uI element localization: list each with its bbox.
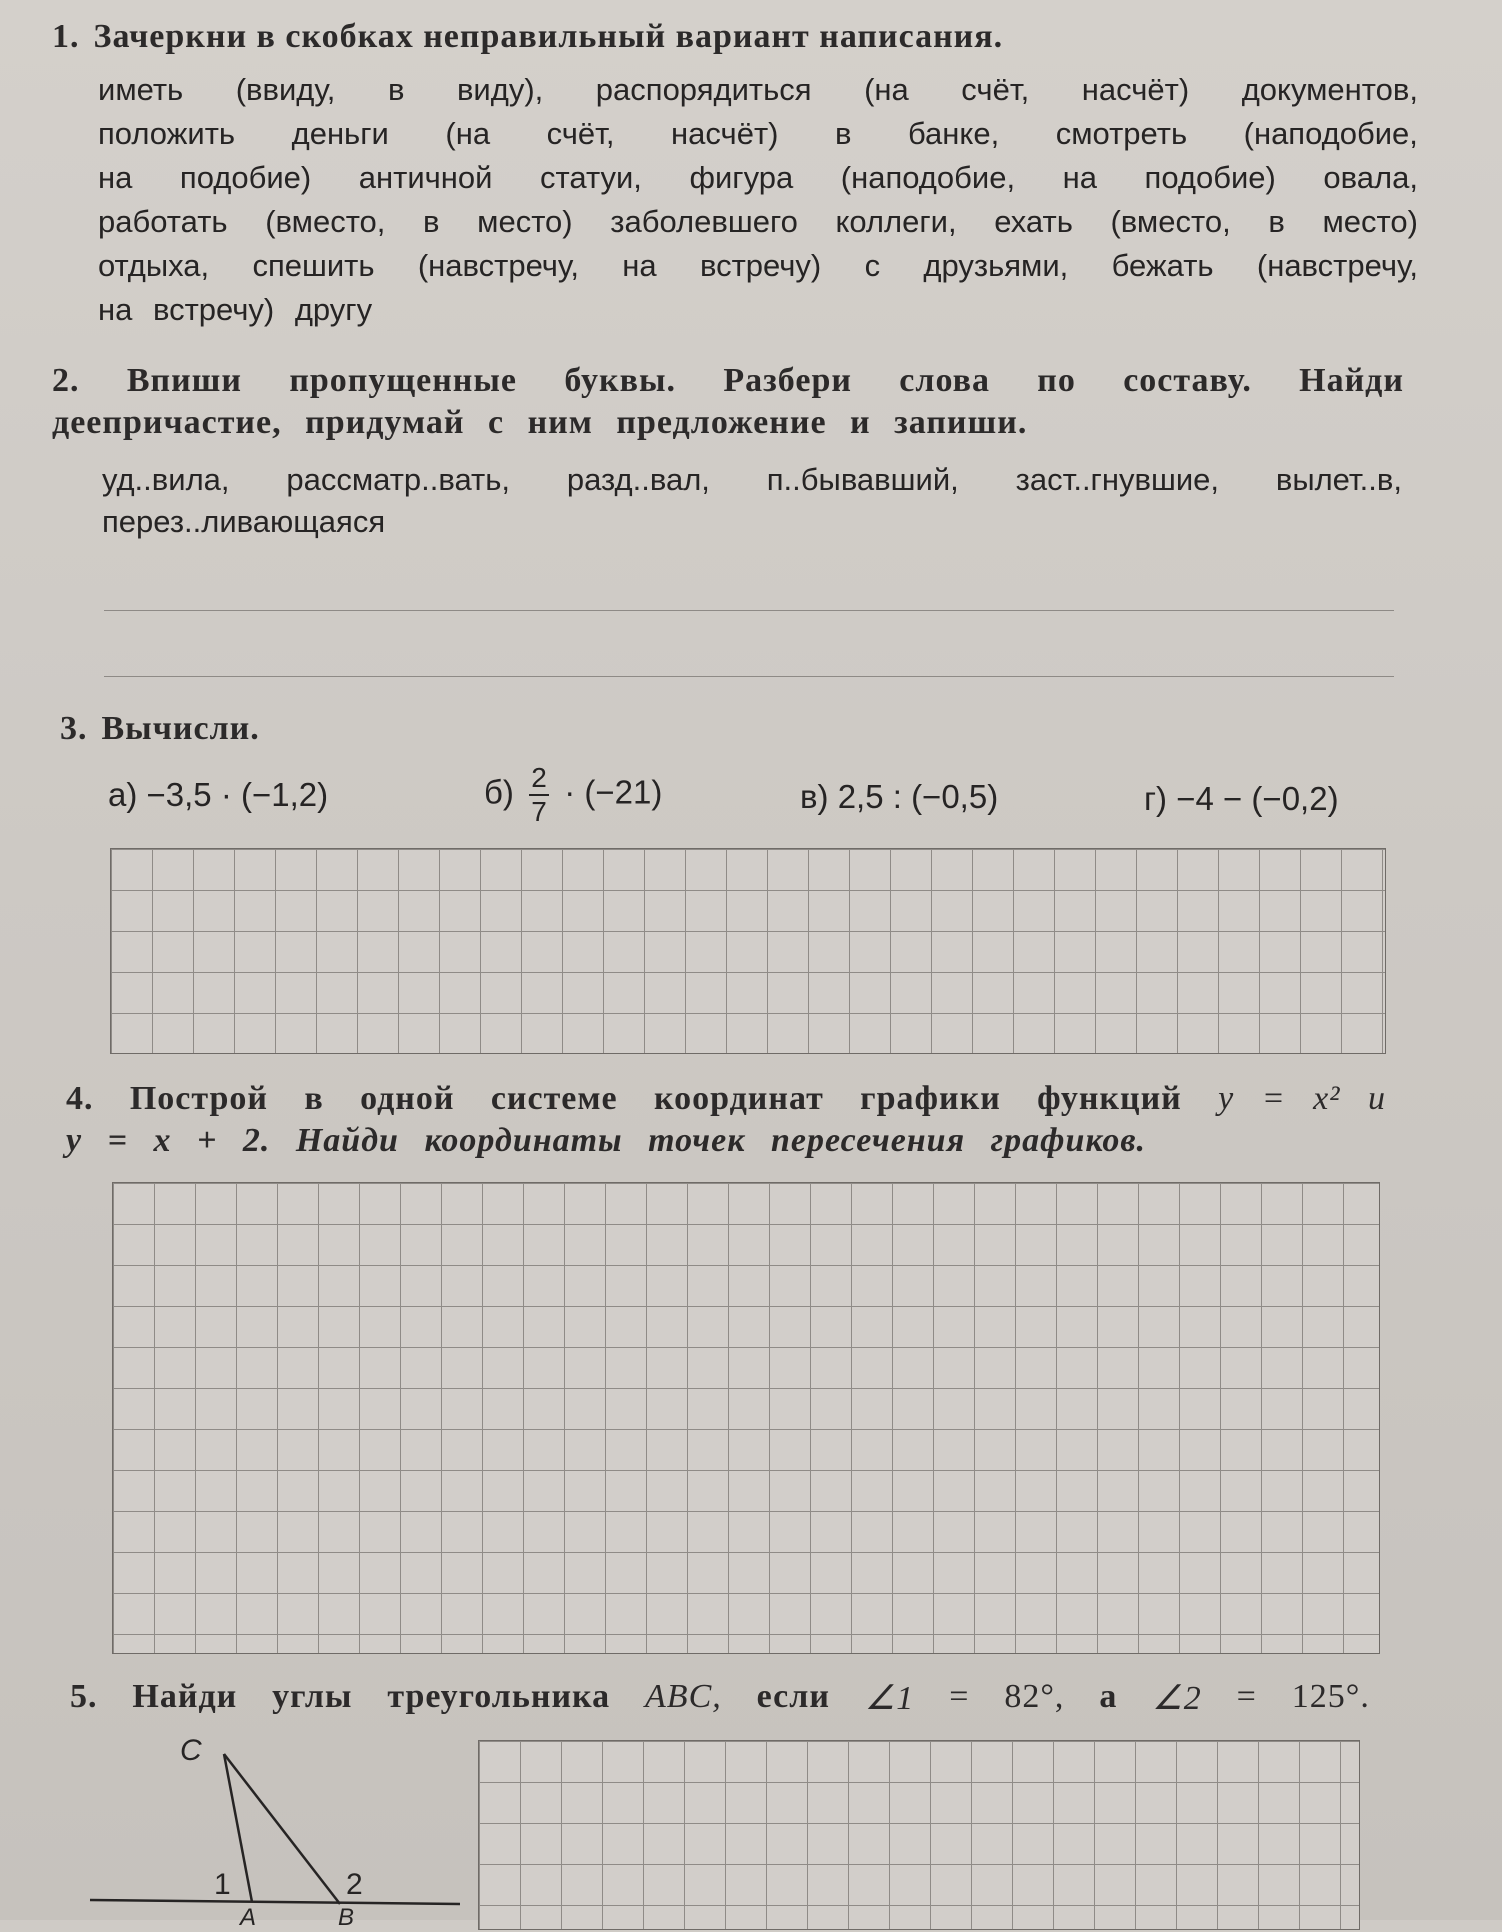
task1-line-1 bbox=[98, 72, 1418, 116]
triangle-side-cb bbox=[224, 1754, 340, 1904]
task1-word: насчёт) bbox=[671, 116, 779, 151]
task3-grid[interactable] bbox=[110, 848, 1386, 1054]
task1-word: место) bbox=[477, 204, 573, 239]
task1-word: друзьями, bbox=[923, 248, 1069, 283]
task5-title bbox=[70, 1678, 1370, 1718]
task2-title-line-1 bbox=[52, 362, 1404, 400]
task1-word: (навстречу, bbox=[1256, 248, 1418, 283]
task1-word: (наподобие, bbox=[840, 160, 1016, 195]
task1-word: работать bbox=[98, 204, 228, 239]
task1-title-text: Зачеркни в скобках неправильный вариант написания. bbox=[93, 18, 1004, 55]
task5-title-word: 82°, bbox=[1004, 1678, 1065, 1715]
task2-title bbox=[52, 362, 1404, 442]
task1-word: (наподобие, bbox=[1243, 116, 1418, 151]
task1-word: спешить bbox=[252, 248, 375, 283]
task5-title-word: треугольника bbox=[387, 1678, 611, 1715]
task5-number: 5. bbox=[70, 1678, 98, 1715]
task1-line-6: на встречу) другу bbox=[98, 292, 373, 327]
task1-line-4 bbox=[98, 204, 1418, 248]
task1-word: в bbox=[387, 72, 405, 107]
task2-word: уд..вила, bbox=[102, 462, 230, 497]
task2-title-line-2: деепричастие, придумай с ним предложение и запиши. bbox=[52, 404, 1028, 441]
task1-word: статуи, bbox=[540, 160, 642, 195]
task1-word: счёт, bbox=[961, 72, 1030, 107]
task2-words-line-2: перез..ливающаяся bbox=[102, 504, 386, 539]
triangle-figure bbox=[80, 1736, 480, 1920]
task2-word: разд..вал, bbox=[566, 462, 710, 497]
task1-word: подобие) bbox=[179, 160, 312, 195]
task3-item-b-prefix: б) bbox=[484, 773, 514, 811]
task4-title-word: системе bbox=[490, 1080, 618, 1117]
task1-word: на bbox=[622, 248, 657, 283]
task4-number: 4. bbox=[66, 1080, 94, 1117]
task5-title-word: ABC, bbox=[645, 1678, 722, 1715]
task2-title-word: Впиши bbox=[126, 362, 242, 399]
task5-title-word: = bbox=[949, 1678, 970, 1715]
task1-line-3 bbox=[98, 160, 1418, 204]
task1-word: (вместо, bbox=[1110, 204, 1231, 239]
task3-item-v: в) 2,5 : (−0,5) bbox=[800, 778, 999, 815]
task3-item-g: г) −4 − (−0,2) bbox=[1144, 780, 1339, 817]
task1-word: банке, bbox=[908, 116, 1000, 151]
task1-word: в bbox=[1268, 204, 1285, 239]
task4-title-line-1 bbox=[66, 1080, 1386, 1118]
task1-word: в bbox=[835, 116, 852, 151]
task4-title-line-2: y = x + 2. Найди координаты точек пересечения графиков. bbox=[66, 1122, 1147, 1159]
task4-equation-1: y = x² и bbox=[1218, 1080, 1386, 1117]
task4-title-word: графики bbox=[860, 1080, 1001, 1117]
task1-word: подобие) bbox=[1144, 160, 1276, 195]
task3-item-b-suffix: · (−21) bbox=[564, 773, 663, 811]
task4-coordinate-grid[interactable] bbox=[112, 1182, 1380, 1654]
task2-title-word: пропущенные bbox=[289, 362, 518, 399]
task1-word: (на bbox=[445, 116, 491, 151]
answer-line-1[interactable] bbox=[104, 610, 1394, 611]
task5-title-line bbox=[70, 1678, 1370, 1718]
task1-word: документов, bbox=[1241, 72, 1418, 107]
vertex-b-label: B bbox=[338, 1904, 355, 1931]
task1-word: (ввиду, bbox=[235, 72, 336, 107]
task1-word: насчёт) bbox=[1081, 72, 1190, 107]
fraction-numerator: 2 bbox=[531, 762, 547, 793]
fraction bbox=[529, 764, 549, 826]
task1-word: на bbox=[1062, 160, 1097, 195]
task5-title-word: а bbox=[1099, 1678, 1118, 1715]
answer-line-2[interactable] bbox=[104, 676, 1394, 677]
task3-title-text: Вычисли. bbox=[101, 710, 260, 747]
task4-title-word: координат bbox=[653, 1080, 824, 1117]
task4-title-word: одной bbox=[360, 1080, 455, 1117]
task2-title-word: составу. bbox=[1123, 362, 1252, 399]
task5-title-word: Найди bbox=[132, 1678, 238, 1715]
task1-body bbox=[98, 72, 1418, 336]
task5-title-word: если bbox=[756, 1678, 830, 1715]
task1-word: смотреть bbox=[1055, 116, 1188, 151]
task1-line-2 bbox=[98, 116, 1418, 160]
task5-title-word: ∠2 bbox=[1152, 1680, 1202, 1717]
angle-2-label: 2 bbox=[346, 1868, 363, 1901]
task2-words-line-1 bbox=[102, 462, 1402, 498]
task3-title bbox=[60, 710, 260, 748]
task1-word: коллеги, bbox=[835, 204, 957, 239]
task3-item-b bbox=[484, 764, 662, 826]
task1-word: отдыха, bbox=[98, 248, 210, 283]
task1-word: овала, bbox=[1323, 160, 1418, 195]
task5-title-word: 125°. bbox=[1291, 1678, 1370, 1715]
task5-title-word: = bbox=[1236, 1678, 1257, 1715]
task5-title-word: ∠1 bbox=[864, 1680, 915, 1717]
task1-word: с bbox=[864, 248, 881, 283]
task5-title-word: углы bbox=[272, 1678, 353, 1715]
task2-title-word: Найди bbox=[1299, 362, 1404, 399]
task1-word: (на bbox=[864, 72, 909, 107]
task1-word: деньги bbox=[291, 116, 389, 151]
task1-word: виду), bbox=[456, 72, 544, 107]
task4-title-word: функций bbox=[1037, 1080, 1182, 1117]
task1-number: 1. bbox=[52, 18, 80, 55]
vertex-c-label: C bbox=[180, 1734, 202, 1767]
task2-title-word: по bbox=[1037, 362, 1076, 399]
task2-title-word: Разбери bbox=[723, 362, 852, 399]
task2-word: заст..гнувшие, bbox=[1015, 462, 1219, 497]
angle-1-label: 1 bbox=[214, 1868, 231, 1901]
task1-word: в bbox=[423, 204, 440, 239]
task4-title-word: Построй bbox=[129, 1080, 268, 1117]
task1-word: распорядиться bbox=[595, 72, 812, 107]
task1-word: (навстречу, bbox=[417, 248, 579, 283]
task1-word: ехать bbox=[994, 204, 1073, 239]
task4-title-word: в bbox=[304, 1080, 324, 1117]
task1-word: счёт, bbox=[546, 116, 615, 151]
task2-number: 2. bbox=[52, 362, 80, 399]
task1-word: положить bbox=[98, 116, 236, 151]
task3-number: 3. bbox=[60, 710, 88, 747]
task2-word: вылет..в, bbox=[1275, 462, 1402, 497]
task4-title bbox=[66, 1080, 1386, 1160]
task1-line-5 bbox=[98, 248, 1418, 292]
task1-title bbox=[52, 18, 1202, 56]
task1-word: заболевшего bbox=[610, 204, 798, 239]
task2-word: п..бывавший, bbox=[766, 462, 959, 497]
task1-word: иметь bbox=[98, 72, 184, 107]
task2-words bbox=[102, 462, 1402, 540]
task1-word: на bbox=[98, 160, 133, 195]
task2-word: рассматр..вать, bbox=[286, 462, 511, 497]
task1-word: место) bbox=[1322, 204, 1418, 239]
task1-word: фигура bbox=[689, 160, 794, 195]
task1-word: встречу) bbox=[699, 248, 822, 283]
fraction-denominator: 7 bbox=[531, 796, 547, 827]
task2-title-word: слова bbox=[899, 362, 990, 399]
task3-item-a: а) −3,5 · (−1,2) bbox=[108, 776, 329, 813]
baseline bbox=[90, 1900, 460, 1904]
task1-word: античной bbox=[358, 160, 493, 195]
task5-grid[interactable] bbox=[478, 1740, 1360, 1930]
task1-word: бежать bbox=[1111, 248, 1214, 283]
task1-word: (вместо, bbox=[265, 204, 386, 239]
task2-title-word: буквы. bbox=[564, 362, 677, 399]
vertex-a-label: A bbox=[240, 1904, 257, 1931]
